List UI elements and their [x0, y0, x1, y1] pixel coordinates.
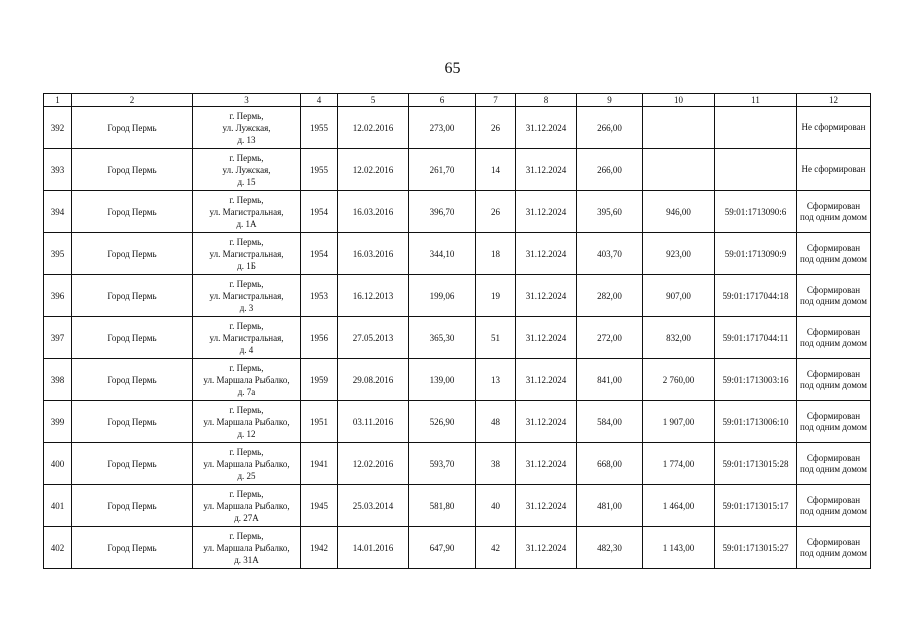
count-cell: 13 [476, 359, 516, 401]
municipality: Город Пермь [72, 275, 193, 317]
address [193, 443, 301, 485]
column-header: 8 [516, 94, 577, 107]
date-cell: 03.11.2016 [338, 401, 409, 443]
date-cell: 29.08.2016 [338, 359, 409, 401]
area-cell: 526,90 [409, 401, 476, 443]
date-cell: 25.03.2014 [338, 485, 409, 527]
area-cell: 1 907,00 [643, 401, 715, 443]
address-line: г. Пермь, [229, 488, 264, 499]
area-cell: 841,00 [577, 359, 643, 401]
count-cell: 48 [476, 401, 516, 443]
status-line: под одним домом [800, 337, 867, 348]
area-cell [643, 149, 715, 191]
address [193, 107, 301, 149]
address-line: д. 7а [237, 386, 256, 397]
area-cell: 403,70 [577, 233, 643, 275]
area-cell: 365,30 [409, 317, 476, 359]
column-header: 10 [643, 94, 715, 107]
address-line: ул. Маршала Рыбалко, [203, 542, 290, 553]
row-number: 395 [44, 233, 72, 275]
column-header: 7 [476, 94, 516, 107]
date-cell: 31.12.2024 [516, 359, 577, 401]
row-number: 393 [44, 149, 72, 191]
address-line: д. 15 [237, 176, 256, 187]
status-cell [797, 317, 871, 359]
header-row [44, 94, 871, 107]
date-cell: 31.12.2024 [516, 275, 577, 317]
address-line: ул. Магистральная, [209, 332, 284, 343]
status-line: Не сформирован [801, 164, 866, 174]
address-line: д. 27А [234, 512, 259, 523]
cadastral-number: 59:01:1713006:10 [715, 401, 797, 443]
status-line: Сформирован [806, 326, 861, 337]
status-line: Сформирован [806, 536, 861, 547]
address [193, 527, 301, 569]
address [193, 317, 301, 359]
count-cell: 38 [476, 443, 516, 485]
status-line: Сформирован [806, 242, 861, 253]
status-line: под одним домом [800, 295, 867, 306]
table-row [44, 107, 871, 149]
status-line: под одним домом [800, 379, 867, 390]
municipality: Город Пермь [72, 233, 193, 275]
status-cell [797, 401, 871, 443]
address [193, 485, 301, 527]
area-cell: 923,00 [643, 233, 715, 275]
area-cell: 1 774,00 [643, 443, 715, 485]
status-cell [797, 485, 871, 527]
address-line: д. 12 [237, 428, 256, 439]
status-line: Сформирован [806, 284, 861, 295]
address-line: ул. Маршала Рыбалко, [203, 374, 290, 385]
municipality: Город Пермь [72, 485, 193, 527]
area-cell: 273,00 [409, 107, 476, 149]
date-cell: 31.12.2024 [516, 401, 577, 443]
address-line: г. Пермь, [229, 110, 264, 121]
area-cell: 1 464,00 [643, 485, 715, 527]
count-cell: 18 [476, 233, 516, 275]
status-cell [797, 233, 871, 275]
municipality: Город Пермь [72, 149, 193, 191]
cadastral-number: 59:01:1713015:28 [715, 443, 797, 485]
status-cell [797, 359, 871, 401]
address [193, 233, 301, 275]
address-line: д. 1А [236, 218, 257, 229]
cadastral-number: 59:01:1713015:17 [715, 485, 797, 527]
build-year: 1955 [301, 149, 338, 191]
cadastral-number: 59:01:1713003:16 [715, 359, 797, 401]
area-cell: 482,30 [577, 527, 643, 569]
build-year: 1954 [301, 191, 338, 233]
column-header: 2 [72, 94, 193, 107]
address-line: д. 25 [237, 470, 256, 481]
status-line: Не сформирован [801, 122, 866, 132]
build-year: 1955 [301, 107, 338, 149]
area-cell: 2 760,00 [643, 359, 715, 401]
address-line: г. Пермь, [229, 194, 264, 205]
status-line: Сформирован [806, 200, 861, 211]
build-year: 1945 [301, 485, 338, 527]
municipality: Город Пермь [72, 107, 193, 149]
table-row [44, 359, 871, 401]
date-cell: 27.05.2013 [338, 317, 409, 359]
date-cell: 31.12.2024 [516, 485, 577, 527]
cadastral-number: 59:01:1713015:27 [715, 527, 797, 569]
table-row [44, 527, 871, 569]
table-row [44, 233, 871, 275]
area-cell: 668,00 [577, 443, 643, 485]
address-line: д. 13 [237, 134, 256, 145]
address-line: г. Пермь, [229, 362, 264, 373]
address-line: ул. Маршала Рыбалко, [203, 500, 290, 511]
address [193, 149, 301, 191]
column-header: 4 [301, 94, 338, 107]
row-number: 394 [44, 191, 72, 233]
date-cell: 14.01.2016 [338, 527, 409, 569]
address-line: ул. Лужская, [222, 122, 271, 133]
status-line: под одним домом [800, 463, 867, 474]
status-line: Сформирован [806, 452, 861, 463]
row-number: 400 [44, 443, 72, 485]
table-row [44, 443, 871, 485]
row-number: 397 [44, 317, 72, 359]
area-cell: 139,00 [409, 359, 476, 401]
area-cell: 907,00 [643, 275, 715, 317]
column-header: 12 [797, 94, 871, 107]
municipality: Город Пермь [72, 527, 193, 569]
area-cell: 199,06 [409, 275, 476, 317]
area-cell: 581,80 [409, 485, 476, 527]
cadastral-number: 59:01:1717044:18 [715, 275, 797, 317]
area-cell: 266,00 [577, 149, 643, 191]
address-line: г. Пермь, [229, 320, 264, 331]
status-line: под одним домом [800, 547, 867, 558]
area-cell: 261,70 [409, 149, 476, 191]
area-cell: 396,70 [409, 191, 476, 233]
date-cell: 16.03.2016 [338, 233, 409, 275]
status-cell [797, 191, 871, 233]
date-cell: 31.12.2024 [516, 149, 577, 191]
build-year: 1941 [301, 443, 338, 485]
address-line: д. 31А [234, 554, 259, 565]
date-cell: 16.12.2013 [338, 275, 409, 317]
date-cell: 31.12.2024 [516, 107, 577, 149]
row-number: 392 [44, 107, 72, 149]
register-table [43, 93, 871, 569]
date-cell: 12.02.2016 [338, 149, 409, 191]
address-line: г. Пермь, [229, 446, 264, 457]
status-line: под одним домом [800, 211, 867, 222]
date-cell: 12.02.2016 [338, 107, 409, 149]
build-year: 1951 [301, 401, 338, 443]
address-line: ул. Маршала Рыбалко, [203, 458, 290, 469]
address-line: д. 3 [239, 302, 254, 313]
area-cell: 647,90 [409, 527, 476, 569]
count-cell: 40 [476, 485, 516, 527]
column-header: 6 [409, 94, 476, 107]
area-cell: 266,00 [577, 107, 643, 149]
cadastral-number: 59:01:1713090:9 [715, 233, 797, 275]
area-cell [643, 107, 715, 149]
count-cell: 51 [476, 317, 516, 359]
column-header: 1 [44, 94, 72, 107]
status-line: Сформирован [806, 410, 861, 421]
table-row [44, 191, 871, 233]
status-cell [797, 275, 871, 317]
date-cell: 31.12.2024 [516, 191, 577, 233]
table-row [44, 149, 871, 191]
area-cell: 272,00 [577, 317, 643, 359]
status-line: под одним домом [800, 505, 867, 516]
date-cell: 31.12.2024 [516, 317, 577, 359]
address [193, 401, 301, 443]
date-cell: 31.12.2024 [516, 233, 577, 275]
address [193, 191, 301, 233]
column-header: 11 [715, 94, 797, 107]
cadastral-number: 59:01:1713090:6 [715, 191, 797, 233]
date-cell: 12.02.2016 [338, 443, 409, 485]
table-row [44, 317, 871, 359]
address [193, 275, 301, 317]
build-year: 1954 [301, 233, 338, 275]
status-line: под одним домом [800, 421, 867, 432]
municipality: Город Пермь [72, 191, 193, 233]
date-cell: 31.12.2024 [516, 443, 577, 485]
address-line: г. Пермь, [229, 530, 264, 541]
address [193, 359, 301, 401]
address-line: ул. Магистральная, [209, 206, 284, 217]
column-header: 5 [338, 94, 409, 107]
build-year: 1942 [301, 527, 338, 569]
status-cell [797, 527, 871, 569]
table-row [44, 275, 871, 317]
address-line: д. 1Б [237, 260, 256, 271]
area-cell: 395,60 [577, 191, 643, 233]
address-line: г. Пермь, [229, 278, 264, 289]
address-line: ул. Маршала Рыбалко, [203, 416, 290, 427]
cadastral-number [715, 149, 797, 191]
table-row [44, 485, 871, 527]
count-cell: 19 [476, 275, 516, 317]
row-number: 402 [44, 527, 72, 569]
status-cell [797, 107, 871, 149]
row-number: 396 [44, 275, 72, 317]
status-line: под одним домом [800, 253, 867, 264]
count-cell: 26 [476, 107, 516, 149]
area-cell: 1 143,00 [643, 527, 715, 569]
address-line: ул. Лужская, [222, 164, 271, 175]
count-cell: 14 [476, 149, 516, 191]
municipality: Город Пермь [72, 317, 193, 359]
area-cell: 481,00 [577, 485, 643, 527]
municipality: Город Пермь [72, 443, 193, 485]
page-number: 65 [444, 60, 461, 77]
build-year: 1956 [301, 317, 338, 359]
count-cell: 42 [476, 527, 516, 569]
address-line: г. Пермь, [229, 236, 264, 247]
row-number: 399 [44, 401, 72, 443]
address-line: ул. Магистральная, [209, 248, 284, 259]
municipality: Город Пермь [72, 359, 193, 401]
row-number: 398 [44, 359, 72, 401]
area-cell: 344,10 [409, 233, 476, 275]
column-header: 9 [577, 94, 643, 107]
build-year: 1959 [301, 359, 338, 401]
cadastral-number [715, 107, 797, 149]
address-line: г. Пермь, [229, 152, 264, 163]
build-year: 1953 [301, 275, 338, 317]
address-line: ул. Магистральная, [209, 290, 284, 301]
address-line: г. Пермь, [229, 404, 264, 415]
address-line: д. 4 [239, 344, 254, 355]
status-line: Сформирован [806, 368, 861, 379]
area-cell: 593,70 [409, 443, 476, 485]
row-number: 401 [44, 485, 72, 527]
area-cell: 584,00 [577, 401, 643, 443]
status-line: Сформирован [806, 494, 861, 505]
cadastral-number: 59:01:1717044:11 [715, 317, 797, 359]
date-cell: 16.03.2016 [338, 191, 409, 233]
status-cell [797, 149, 871, 191]
area-cell: 282,00 [577, 275, 643, 317]
table-row [44, 401, 871, 443]
status-cell [797, 443, 871, 485]
count-cell: 26 [476, 191, 516, 233]
date-cell: 31.12.2024 [516, 527, 577, 569]
municipality: Город Пермь [72, 401, 193, 443]
area-cell: 946,00 [643, 191, 715, 233]
column-header: 3 [193, 94, 301, 107]
area-cell: 832,00 [643, 317, 715, 359]
